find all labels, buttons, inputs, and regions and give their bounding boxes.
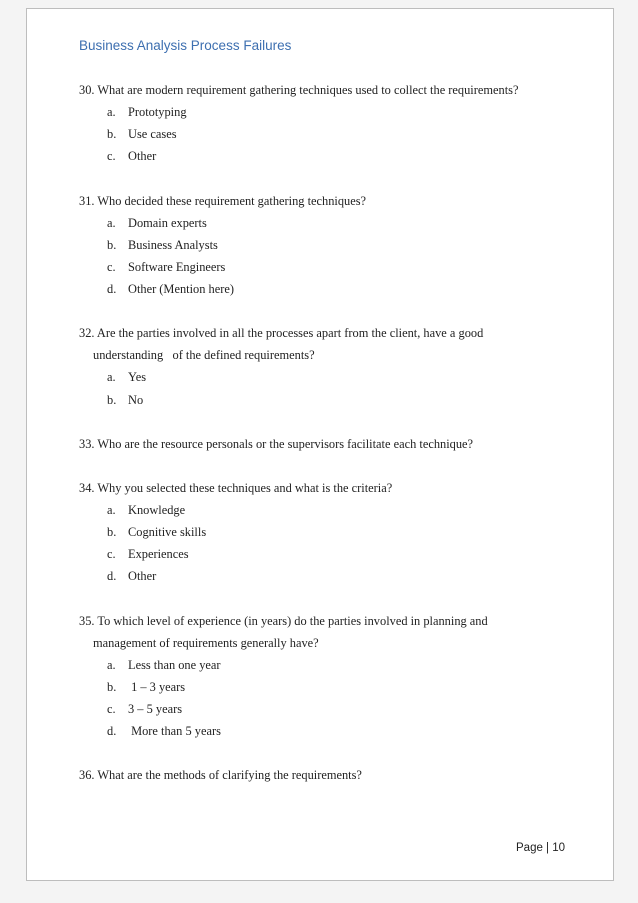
option-letter: d. xyxy=(107,282,117,297)
option-item xyxy=(79,698,563,720)
option-text: Other xyxy=(128,149,157,164)
option-letter: b. xyxy=(107,679,117,694)
option-text: 1 – 3 years xyxy=(128,679,186,694)
option-text: Knowledge xyxy=(128,502,186,517)
option-letter: d. xyxy=(107,569,117,584)
question-text-continued: understanding of the defined requirements? xyxy=(93,348,315,363)
option-letter: a. xyxy=(107,502,116,517)
option-text: Yes xyxy=(128,370,147,385)
question-text: 34. Why you selected these techniques and what is the criteria? xyxy=(79,480,393,495)
question-block xyxy=(79,433,563,455)
option-item xyxy=(79,676,563,698)
option-text: No xyxy=(128,392,144,407)
option-letter: c. xyxy=(107,702,116,717)
option-item xyxy=(79,543,563,565)
option-item xyxy=(79,234,563,256)
option-item xyxy=(79,123,563,145)
question-text: 33. Who are the resource personals or the supervisors facilitate each technique? xyxy=(79,436,474,451)
option-item xyxy=(79,256,563,278)
spacer xyxy=(79,300,563,322)
option-item xyxy=(79,565,563,587)
question-text: 32. Are the parties involved in all the processes apart from the client, have a good xyxy=(79,326,484,341)
option-item xyxy=(79,499,563,521)
option-letter: b. xyxy=(107,127,117,142)
option-text: Other (Mention here) xyxy=(128,282,234,297)
question-text: 36. What are the methods of clarifying the requirements? xyxy=(79,768,362,783)
option-letter: d. xyxy=(107,724,117,739)
option-item xyxy=(79,389,563,411)
question-text: 31. Who decided these requirement gathering techniques? xyxy=(79,193,367,208)
option-letter: a. xyxy=(107,370,116,385)
questionnaire xyxy=(79,79,563,786)
option-letter: a. xyxy=(107,105,116,119)
option-letter: c. xyxy=(107,547,116,562)
option-item xyxy=(79,101,563,123)
option-item xyxy=(79,278,563,300)
option-text: Other xyxy=(128,569,157,584)
option-list xyxy=(79,499,563,588)
document-page xyxy=(26,8,614,881)
question-text: 30. What are modern requirement gathering techniques used to collect the requirements? xyxy=(79,83,519,97)
option-item xyxy=(79,366,563,388)
option-text: Software Engineers xyxy=(128,260,226,275)
question-block xyxy=(79,79,563,168)
question-block xyxy=(79,610,563,743)
question-block xyxy=(79,764,563,786)
spacer xyxy=(79,742,563,764)
option-letter: b. xyxy=(107,525,117,540)
question-text: 35. To which level of experience (in years) do the parties involved in planning and xyxy=(79,613,488,628)
option-item xyxy=(79,654,563,676)
option-text: Less than one year xyxy=(128,657,221,672)
option-text: Prototyping xyxy=(128,105,187,119)
option-text: More than 5 years xyxy=(128,724,221,739)
option-list xyxy=(79,212,563,301)
option-letter: a. xyxy=(107,215,116,230)
option-item xyxy=(79,145,563,167)
question-block xyxy=(79,190,563,301)
question-block xyxy=(79,477,563,588)
option-letter: b. xyxy=(107,392,117,407)
option-item xyxy=(79,212,563,234)
option-text: Experiences xyxy=(128,547,189,562)
option-item xyxy=(79,521,563,543)
option-letter: c. xyxy=(107,260,116,275)
page-number: Page | 10 xyxy=(516,842,566,854)
option-letter: c. xyxy=(107,149,116,164)
option-list xyxy=(79,366,563,410)
option-item xyxy=(79,720,563,742)
option-text: Business Analysts xyxy=(128,237,218,252)
option-letter: b. xyxy=(107,237,117,252)
spacer xyxy=(79,455,563,477)
option-letter: a. xyxy=(107,657,116,672)
spacer xyxy=(79,411,563,433)
question-text-continued: management of requirements generally have? xyxy=(93,635,319,650)
option-text: Use cases xyxy=(128,127,177,142)
option-list xyxy=(79,654,563,743)
spacer xyxy=(79,588,563,610)
spacer xyxy=(79,168,563,190)
option-text: 3 – 5 years xyxy=(128,702,183,717)
question-block xyxy=(79,322,563,410)
running-header: Business Analysis Process Failures xyxy=(79,38,292,53)
option-text: Cognitive skills xyxy=(128,525,207,540)
option-text: Domain experts xyxy=(128,215,207,230)
option-list xyxy=(79,101,563,168)
